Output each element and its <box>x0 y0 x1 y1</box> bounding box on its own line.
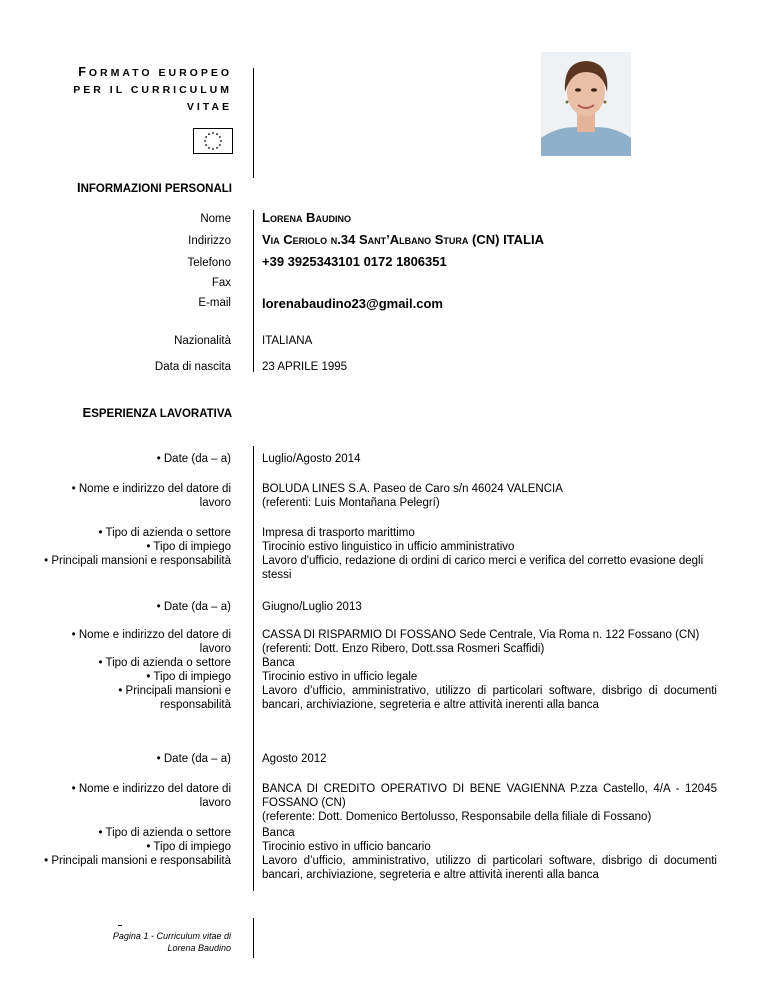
label-dates: • Date (da – a) <box>156 753 231 765</box>
profile-photo <box>541 52 631 156</box>
job-duties: Lavoro d'ufficio, redazione di ordini di carico merci e verifica del corretto evasione degli stessi <box>262 555 704 581</box>
label-sector: • Tipo di azienda o settore <box>98 827 231 839</box>
value-phone: +39 3925343101 0172 1806351 <box>262 254 447 269</box>
job-type: Tirocinio estivo linguistico in ufficio amministrativo <box>262 541 515 553</box>
section-personal-info: INFORMAZIONI PERSONALI <box>76 180 232 195</box>
job-details <box>262 628 717 712</box>
label-dates: • Date (da – a) <box>156 453 231 465</box>
job-employer-name: CASSA DI RISPARMIO DI FOSSANO Sede Centrale, Via Roma n. 122 Fossano (CN) <box>262 629 700 641</box>
job-duties: Lavoro d’ufficio, amministrativo, utilizzo di particolari software, disbrigo di documenti bancari, archiviazione, segreteria e altre attività inerenti alla banca <box>262 685 717 711</box>
job-referents: (referenti: Luis Montañana Pelegrí) <box>262 497 440 509</box>
job-sector: Banca <box>262 827 295 839</box>
vertical-rule-footer <box>253 918 254 958</box>
label-job-type: • Tipo di impiego <box>146 671 231 683</box>
job-dates: Luglio/Agosto 2014 <box>262 453 361 465</box>
value-email: lorenabaudino23@gmail.com <box>262 296 443 311</box>
cv-title-line2: PER IL CURRICULUM <box>73 84 232 96</box>
label-sector: • Tipo di azienda o settore <box>98 527 231 539</box>
label-birth-date: Data di nascita <box>154 361 231 373</box>
job-employer-name: BANCA DI CREDITO OPERATIVO DI BENE VAGIENNA P.zza Castello, 4/A - 12045 FOSSANO (CN) <box>262 783 717 809</box>
job-type: Tirocinio estivo in ufficio legale <box>262 671 418 683</box>
vertical-rule-personal <box>253 210 254 372</box>
job-referents: (referente: Dott. Domenico Bertolusso, Responsabile della filiale di Fossano) <box>262 811 652 823</box>
label-job-details <box>44 526 231 568</box>
footer-dash <box>118 925 122 926</box>
label-job-details <box>51 628 231 712</box>
label-address: Indirizzo <box>188 235 231 247</box>
label-phone: Telefono <box>187 257 231 269</box>
label-email: E-mail <box>198 297 231 309</box>
page-footer <box>113 930 231 954</box>
label-duties: • Principali mansioni e responsabilità <box>44 855 231 867</box>
label-duties: • Principali mansioni e responsabilità <box>44 555 231 567</box>
label-nationality: Nazionalità <box>174 335 231 347</box>
label-employer: • Nome e indirizzo del datore di lavoro <box>71 483 231 509</box>
job-employer-name: BOLUDA LINES S.A. Paseo de Caro s/n 46024 VALENCIA <box>262 483 563 495</box>
job-dates: Giugno/Luglio 2013 <box>262 601 362 613</box>
vertical-rule-experience <box>253 446 254 891</box>
cv-title-line3: VITAE <box>186 101 232 113</box>
eu-flag-icon <box>193 128 233 154</box>
label-job-type: • Tipo di impiego <box>146 841 231 853</box>
cv-title <box>73 64 232 116</box>
cv-title-line1: FORMATO EUROPEO <box>78 65 232 79</box>
label-duties: • Principali mansioni e responsabilità <box>118 685 231 711</box>
job-sector: Banca <box>262 657 295 669</box>
label-dates: • Date (da – a) <box>156 601 231 613</box>
job-employer <box>262 782 717 824</box>
label-name: Nome <box>200 213 231 225</box>
value-name: Lorena Baudino <box>262 210 351 225</box>
job-referents: (referenti: Dott. Enzo Ribero, Dott.ssa Rosmeri Scaffidi) <box>262 643 545 655</box>
vertical-rule-top <box>253 68 254 178</box>
job-details <box>262 526 717 582</box>
label-employer: • Nome e indirizzo del datore di lavoro <box>71 629 231 655</box>
footer-line2: Lorena Baudino <box>167 943 231 953</box>
value-birth-date: 23 APRILE 1995 <box>262 361 348 373</box>
section-work-experience: ESPERIENZA LAVORATIVA <box>82 405 232 420</box>
label-sector: • Tipo di azienda o settore <box>98 657 231 669</box>
job-duties: Lavoro d’ufficio, amministrativo, utilizzo di particolari software, disbrigo di documenti bancari, archiviazione, segreteria e altre attività inerenti alla banca <box>262 855 717 881</box>
job-dates: Agosto 2012 <box>262 753 327 765</box>
value-nationality: ITALIANA <box>262 335 313 347</box>
label-job-details <box>44 826 231 868</box>
label-fax: Fax <box>211 277 231 289</box>
label-employer: • Nome e indirizzo del datore di lavoro <box>71 783 231 809</box>
label-job-type: • Tipo di impiego <box>146 541 231 553</box>
job-details <box>262 826 717 882</box>
page-number: 1 <box>143 931 149 941</box>
job-employer <box>262 482 717 510</box>
job-sector: Impresa di trasporto marittimo <box>262 527 415 539</box>
footer-line1: Pagina 1 - Curriculum vitae di <box>112 931 231 941</box>
job-type: Tirocinio estivo in ufficio bancario <box>262 841 431 853</box>
value-address: Via Ceriolo n.34 Sant’Albano Stura (CN) ITALIA <box>262 232 544 247</box>
